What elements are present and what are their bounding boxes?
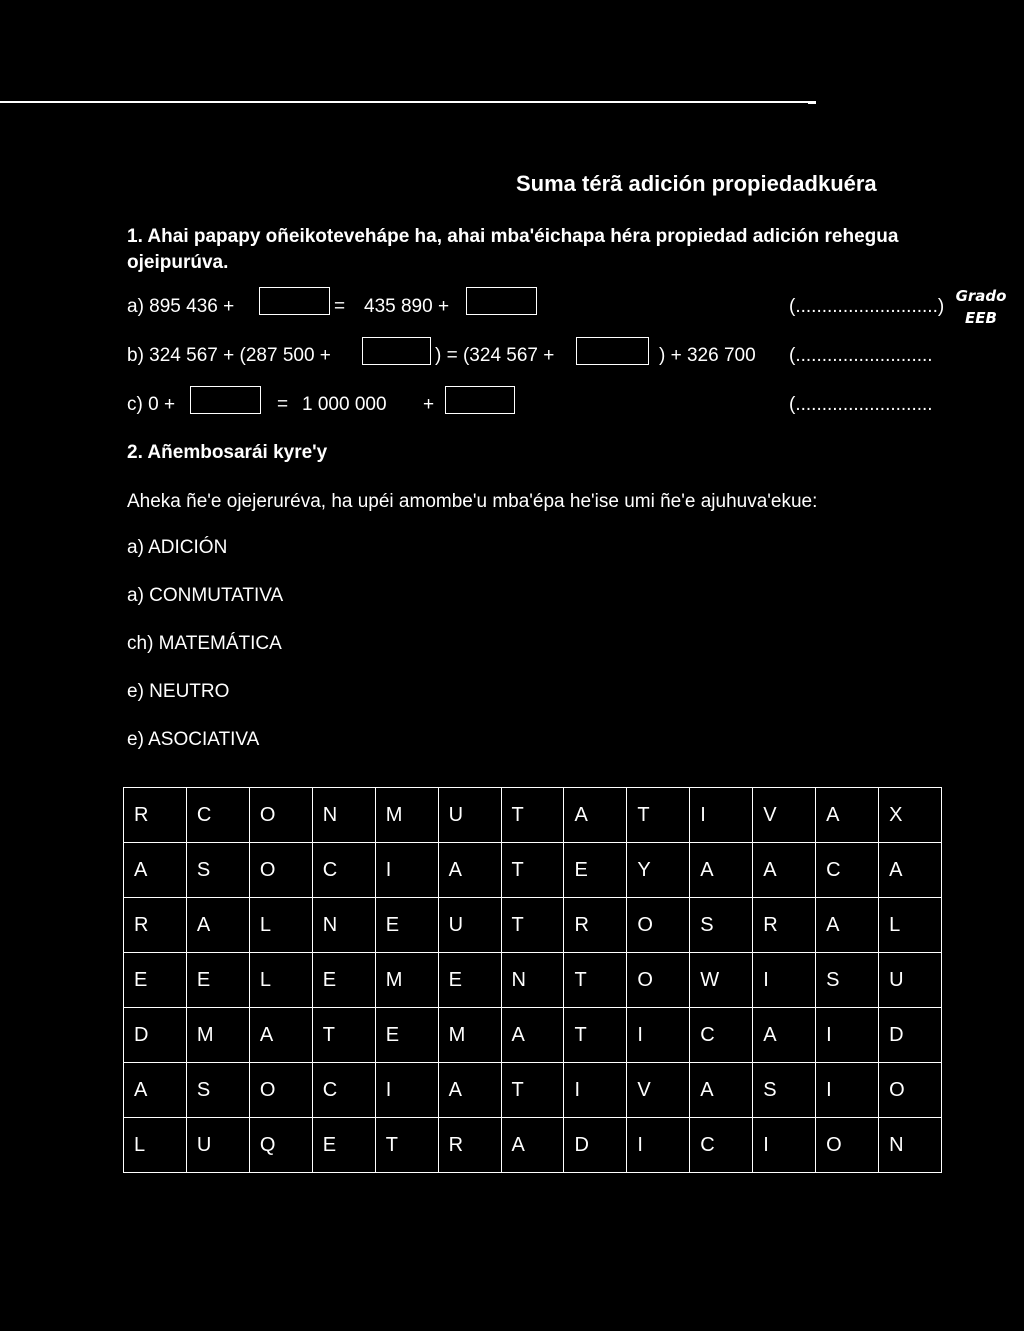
word-search-cell[interactable]: L bbox=[879, 898, 942, 953]
word-search-cell[interactable]: O bbox=[627, 898, 690, 953]
word-list-item: e) ASOCIATIVA bbox=[127, 729, 260, 750]
word-search-cell[interactable]: A bbox=[753, 1008, 816, 1063]
word-search-cell[interactable]: U bbox=[438, 788, 501, 843]
word-search-cell[interactable]: A bbox=[816, 788, 879, 843]
word-search-cell[interactable]: A bbox=[249, 1008, 312, 1063]
word-search-cell[interactable]: N bbox=[879, 1118, 942, 1173]
word-search-cell[interactable]: I bbox=[627, 1008, 690, 1063]
top-rule bbox=[0, 101, 816, 103]
word-search-cell[interactable]: R bbox=[753, 898, 816, 953]
word-search-row bbox=[124, 953, 942, 1008]
word-search-cell[interactable]: I bbox=[375, 1063, 438, 1118]
word-search-cell[interactable]: A bbox=[186, 898, 249, 953]
word-search-cell[interactable]: T bbox=[312, 1008, 375, 1063]
word-search-cell[interactable]: T bbox=[627, 788, 690, 843]
exercise-b-blank-2[interactable] bbox=[576, 337, 649, 365]
word-search-cell[interactable]: Q bbox=[249, 1118, 312, 1173]
word-search-cell[interactable]: I bbox=[816, 1063, 879, 1118]
word-search-cell[interactable]: A bbox=[816, 898, 879, 953]
word-search-cell[interactable]: C bbox=[816, 843, 879, 898]
word-search-cell[interactable]: R bbox=[564, 898, 627, 953]
word-search-cell[interactable]: L bbox=[249, 953, 312, 1008]
page-title: Suma térã adición propiedadkuéra bbox=[516, 171, 877, 196]
word-search-grid bbox=[123, 787, 942, 1173]
word-search-row bbox=[124, 788, 942, 843]
word-search-cell[interactable]: A bbox=[753, 843, 816, 898]
word-search-cell[interactable]: S bbox=[186, 1063, 249, 1118]
word-search-cell[interactable]: C bbox=[186, 788, 249, 843]
exercise-a-right: 435 890 + bbox=[364, 296, 450, 317]
exercise-c-left: c) 0 + bbox=[127, 394, 176, 415]
word-list-item: e) NEUTRO bbox=[127, 681, 230, 702]
word-search-cell[interactable]: O bbox=[249, 843, 312, 898]
word-search-cell[interactable]: R bbox=[438, 1118, 501, 1173]
word-search-cell[interactable]: C bbox=[690, 1008, 753, 1063]
word-search-cell[interactable]: E bbox=[375, 1008, 438, 1063]
word-search-row bbox=[124, 1118, 942, 1173]
word-search-row bbox=[124, 898, 942, 953]
grade-label-line1: Grado bbox=[955, 287, 1007, 305]
exercise-b-property-answer[interactable]: (.......................... bbox=[789, 345, 933, 366]
word-search-cell[interactable]: T bbox=[501, 1063, 564, 1118]
question-1-heading: 1. Ahai papapy oñeikotevehápe ha, ahai mba'éichapa héra propiedad adición rehegua ojeipurúva. bbox=[127, 226, 899, 273]
word-search-cell[interactable]: D bbox=[564, 1118, 627, 1173]
word-search-cell[interactable]: U bbox=[438, 898, 501, 953]
word-search-cell[interactable]: D bbox=[124, 1008, 187, 1063]
word-search-cell[interactable]: W bbox=[690, 953, 753, 1008]
word-search-cell[interactable]: A bbox=[564, 788, 627, 843]
word-search-cell[interactable]: S bbox=[753, 1063, 816, 1118]
grade-label-line2: EEB bbox=[965, 309, 997, 327]
word-search-cell[interactable]: M bbox=[375, 788, 438, 843]
word-search-cell[interactable]: T bbox=[564, 953, 627, 1008]
word-search-cell[interactable]: A bbox=[690, 1063, 753, 1118]
word-search-cell[interactable]: I bbox=[753, 1118, 816, 1173]
word-search-cell[interactable]: O bbox=[816, 1118, 879, 1173]
word-search-cell[interactable]: I bbox=[753, 953, 816, 1008]
exercise-c-blank-2[interactable] bbox=[445, 386, 515, 414]
word-search-cell[interactable]: C bbox=[312, 843, 375, 898]
word-search-cell[interactable]: E bbox=[438, 953, 501, 1008]
word-search-cell[interactable]: I bbox=[627, 1118, 690, 1173]
word-search-cell[interactable]: A bbox=[690, 843, 753, 898]
word-search-cell[interactable]: M bbox=[375, 953, 438, 1008]
word-search-cell[interactable]: U bbox=[186, 1118, 249, 1173]
word-search-cell[interactable]: A bbox=[124, 1063, 187, 1118]
word-search-cell[interactable]: Y bbox=[627, 843, 690, 898]
exercise-b-right: ) + 326 700 bbox=[659, 345, 756, 366]
word-search-cell[interactable]: I bbox=[375, 843, 438, 898]
word-search-cell[interactable]: A bbox=[438, 843, 501, 898]
word-search-cell[interactable]: T bbox=[564, 1008, 627, 1063]
word-search-cell[interactable]: O bbox=[249, 788, 312, 843]
word-search-cell[interactable]: R bbox=[124, 788, 187, 843]
word-search-cell[interactable]: N bbox=[312, 788, 375, 843]
word-list-item: a) ADICIÓN bbox=[127, 537, 228, 558]
word-search-cell[interactable]: U bbox=[879, 953, 942, 1008]
word-search-cell[interactable]: E bbox=[564, 843, 627, 898]
word-list-item: ch) MATEMÁTICA bbox=[127, 633, 282, 654]
exercise-b-blank-1[interactable] bbox=[362, 337, 431, 365]
word-search-cell[interactable]: E bbox=[186, 953, 249, 1008]
top-rule-tick bbox=[808, 101, 816, 104]
exercise-c-property-answer[interactable]: (.......................... bbox=[789, 394, 933, 415]
word-search-cell[interactable]: E bbox=[375, 898, 438, 953]
exercise-a-left: a) 895 436 + bbox=[127, 296, 235, 317]
question-2-heading: 2. Añembosarái kyre'y bbox=[127, 442, 328, 463]
word-search-cell[interactable]: X bbox=[879, 788, 942, 843]
exercise-a-property-answer[interactable]: (...........................) bbox=[789, 296, 945, 317]
word-search-cell[interactable]: E bbox=[312, 953, 375, 1008]
word-search-cell[interactable]: L bbox=[124, 1118, 187, 1173]
word-list-item: a) CONMUTATIVA bbox=[127, 585, 284, 606]
word-search-cell[interactable]: R bbox=[124, 898, 187, 953]
word-search-cell[interactable]: T bbox=[501, 788, 564, 843]
word-search-cell[interactable]: O bbox=[627, 953, 690, 1008]
exercise-a-equals: = bbox=[334, 296, 346, 317]
exercise-a-blank-1[interactable] bbox=[259, 287, 330, 315]
word-search-cell[interactable]: N bbox=[312, 898, 375, 953]
word-search-cell[interactable]: D bbox=[879, 1008, 942, 1063]
word-search-cell[interactable]: O bbox=[879, 1063, 942, 1118]
word-search-cell[interactable]: L bbox=[249, 898, 312, 953]
word-search-cell[interactable]: M bbox=[438, 1008, 501, 1063]
word-search-cell[interactable]: V bbox=[627, 1063, 690, 1118]
question-2-instruction: Aheka ñe'e ojejeruréva, ha upéi amombe'u mba'épa he'ise umi ñe'e ajuhuva'ekue: bbox=[127, 491, 818, 512]
word-search-cell[interactable]: E bbox=[124, 953, 187, 1008]
exercise-b-middle: ) = (324 567 + bbox=[435, 345, 555, 366]
word-search-cell[interactable]: T bbox=[501, 898, 564, 953]
word-search-cell[interactable]: A bbox=[438, 1063, 501, 1118]
word-search-cell[interactable]: O bbox=[249, 1063, 312, 1118]
grade-label bbox=[955, 285, 1007, 329]
word-search-cell[interactable]: S bbox=[186, 843, 249, 898]
word-search-cell[interactable]: A bbox=[879, 843, 942, 898]
word-search-cell[interactable]: I bbox=[564, 1063, 627, 1118]
word-search-cell[interactable]: V bbox=[753, 788, 816, 843]
word-search-cell[interactable]: C bbox=[690, 1118, 753, 1173]
word-search-cell[interactable]: E bbox=[312, 1118, 375, 1173]
word-search-cell[interactable]: I bbox=[816, 1008, 879, 1063]
word-search-cell[interactable]: S bbox=[816, 953, 879, 1008]
word-search-cell[interactable]: A bbox=[124, 843, 187, 898]
exercise-c-blank-1[interactable] bbox=[190, 386, 261, 414]
word-search-row bbox=[124, 1063, 942, 1118]
word-search-row bbox=[124, 843, 942, 898]
word-search-cell[interactable]: M bbox=[186, 1008, 249, 1063]
word-search-row bbox=[124, 1008, 942, 1063]
word-search-cell[interactable]: C bbox=[312, 1063, 375, 1118]
exercise-b-left: b) 324 567 + (287 500 + bbox=[127, 345, 331, 366]
word-search-cell[interactable]: A bbox=[501, 1118, 564, 1173]
word-search-cell[interactable]: N bbox=[501, 953, 564, 1008]
exercise-c-plus: + bbox=[423, 394, 435, 415]
exercise-c-equals: = bbox=[277, 394, 289, 415]
word-search-cell[interactable]: I bbox=[690, 788, 753, 843]
exercise-c-number: 1 000 000 bbox=[302, 394, 387, 415]
word-search-cell[interactable]: A bbox=[501, 1008, 564, 1063]
exercise-a-blank-2[interactable] bbox=[466, 287, 537, 315]
word-search-cell[interactable]: T bbox=[501, 843, 564, 898]
word-search-cell[interactable]: T bbox=[375, 1118, 438, 1173]
word-search-cell[interactable]: S bbox=[690, 898, 753, 953]
